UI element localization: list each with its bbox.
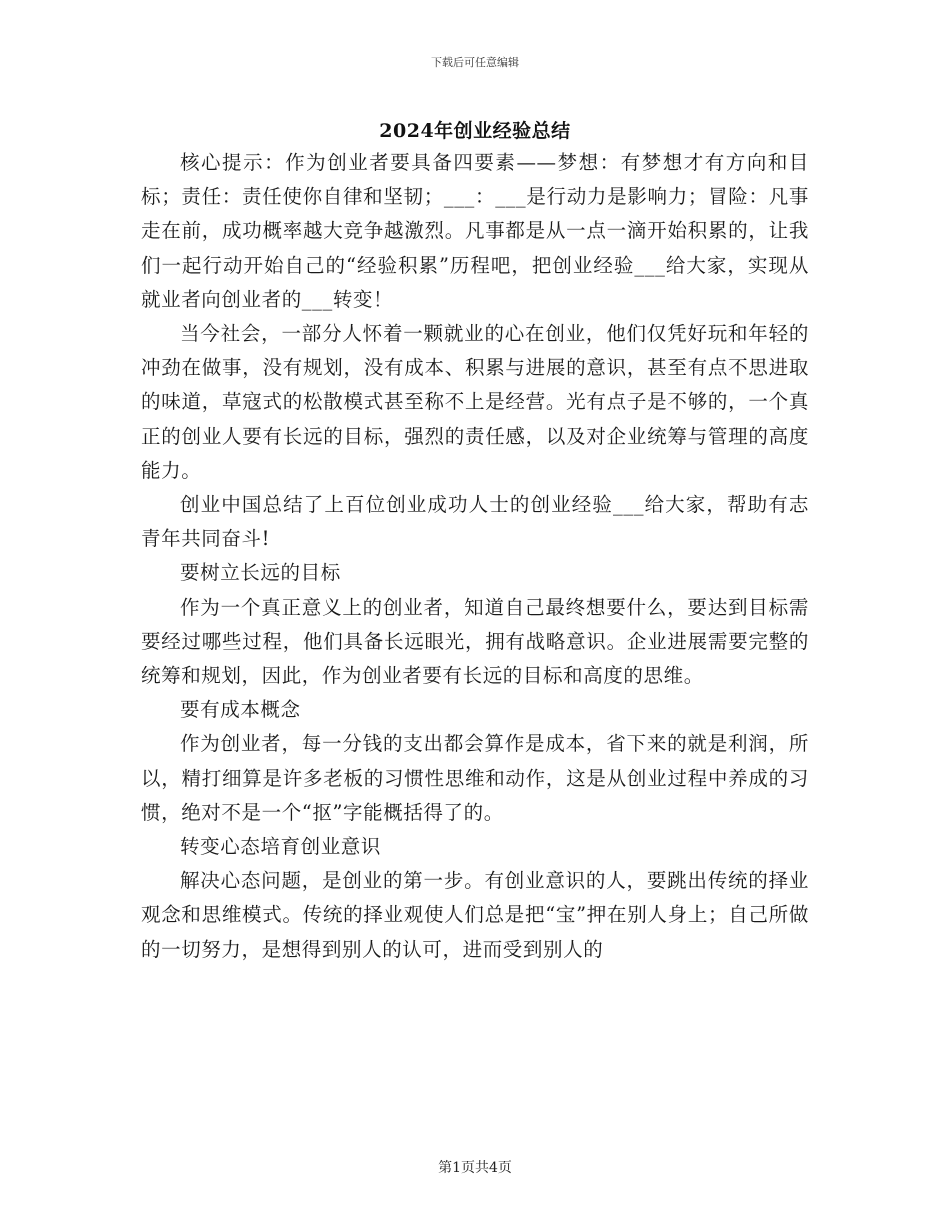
section-heading-cost: 要有成本概念	[180, 698, 301, 722]
paragraph-cost: 作为创业者，每一分钱的支出都会算作是成本，省下来的就是利润，所以，精打细算是许多老板的习惯性思维和动作，这是从创业过程中养成的习惯，绝对不是一个“抠”字能概括得了的。	[141, 732, 809, 824]
paragraph-core-tip: 核心提示：作为创业者要具备四要素——梦想：有梦想才有方向和目标；责任：责任使你自律和坚韧；___：___是行动力是影响力；冒险：凡事走在前，成功概率越大竞争越激烈。凡事都是从一点一滴开始积累的，让我们一起行动开始自己的“经验积累”历程吧，把创业经验___给大家，实现从就业者向创业者的___转变！	[141, 151, 809, 311]
section-heading-mindset: 转变心态培育创业意识	[180, 835, 382, 859]
page-number: 第1页共4页	[438, 1160, 512, 1176]
section-heading-goal: 要树立长远的目标	[180, 561, 341, 585]
document-title: 2024年创业经验总结	[379, 120, 571, 142]
header-note: 下载后可任意编辑	[431, 56, 519, 69]
document-body	[141, 146, 809, 967]
paragraph-goal: 作为一个真正意义上的创业者，知道自己最终想要什么，要达到目标需要经过哪些过程，他们具备长远眼光，拥有战略意识。企业进展需要完整的统筹和规划，因此，作为创业者要有长远的目标和高度的思维。	[141, 595, 809, 688]
paragraph-summary: 创业中国总结了上百位创业成功人士的创业经验___给大家，帮助有志青年共同奋斗!	[141, 493, 809, 551]
paragraph-mindset: 解决心态问题，是创业的第一步。有创业意识的人，要跳出传统的择业观念和思维模式。传统的择业观使人们总是把“宝”押在别人身上；自己所做的一切努力，是想得到别人的认可，进而受到别人的	[141, 869, 809, 961]
paragraph-society: 当今社会，一部分人怀着一颗就业的心在创业，他们仅凭好玩和年轻的冲劲在做事，没有规划，没有成本、积累与进展的意识，甚至有点不思进取的味道，草寇式的松散模式甚至称不上是经营。光有点子是不够的，一个真正的创业人要有长远的目标，强烈的责任感，以及对企业统筹与管理的高度能力。	[141, 322, 809, 482]
